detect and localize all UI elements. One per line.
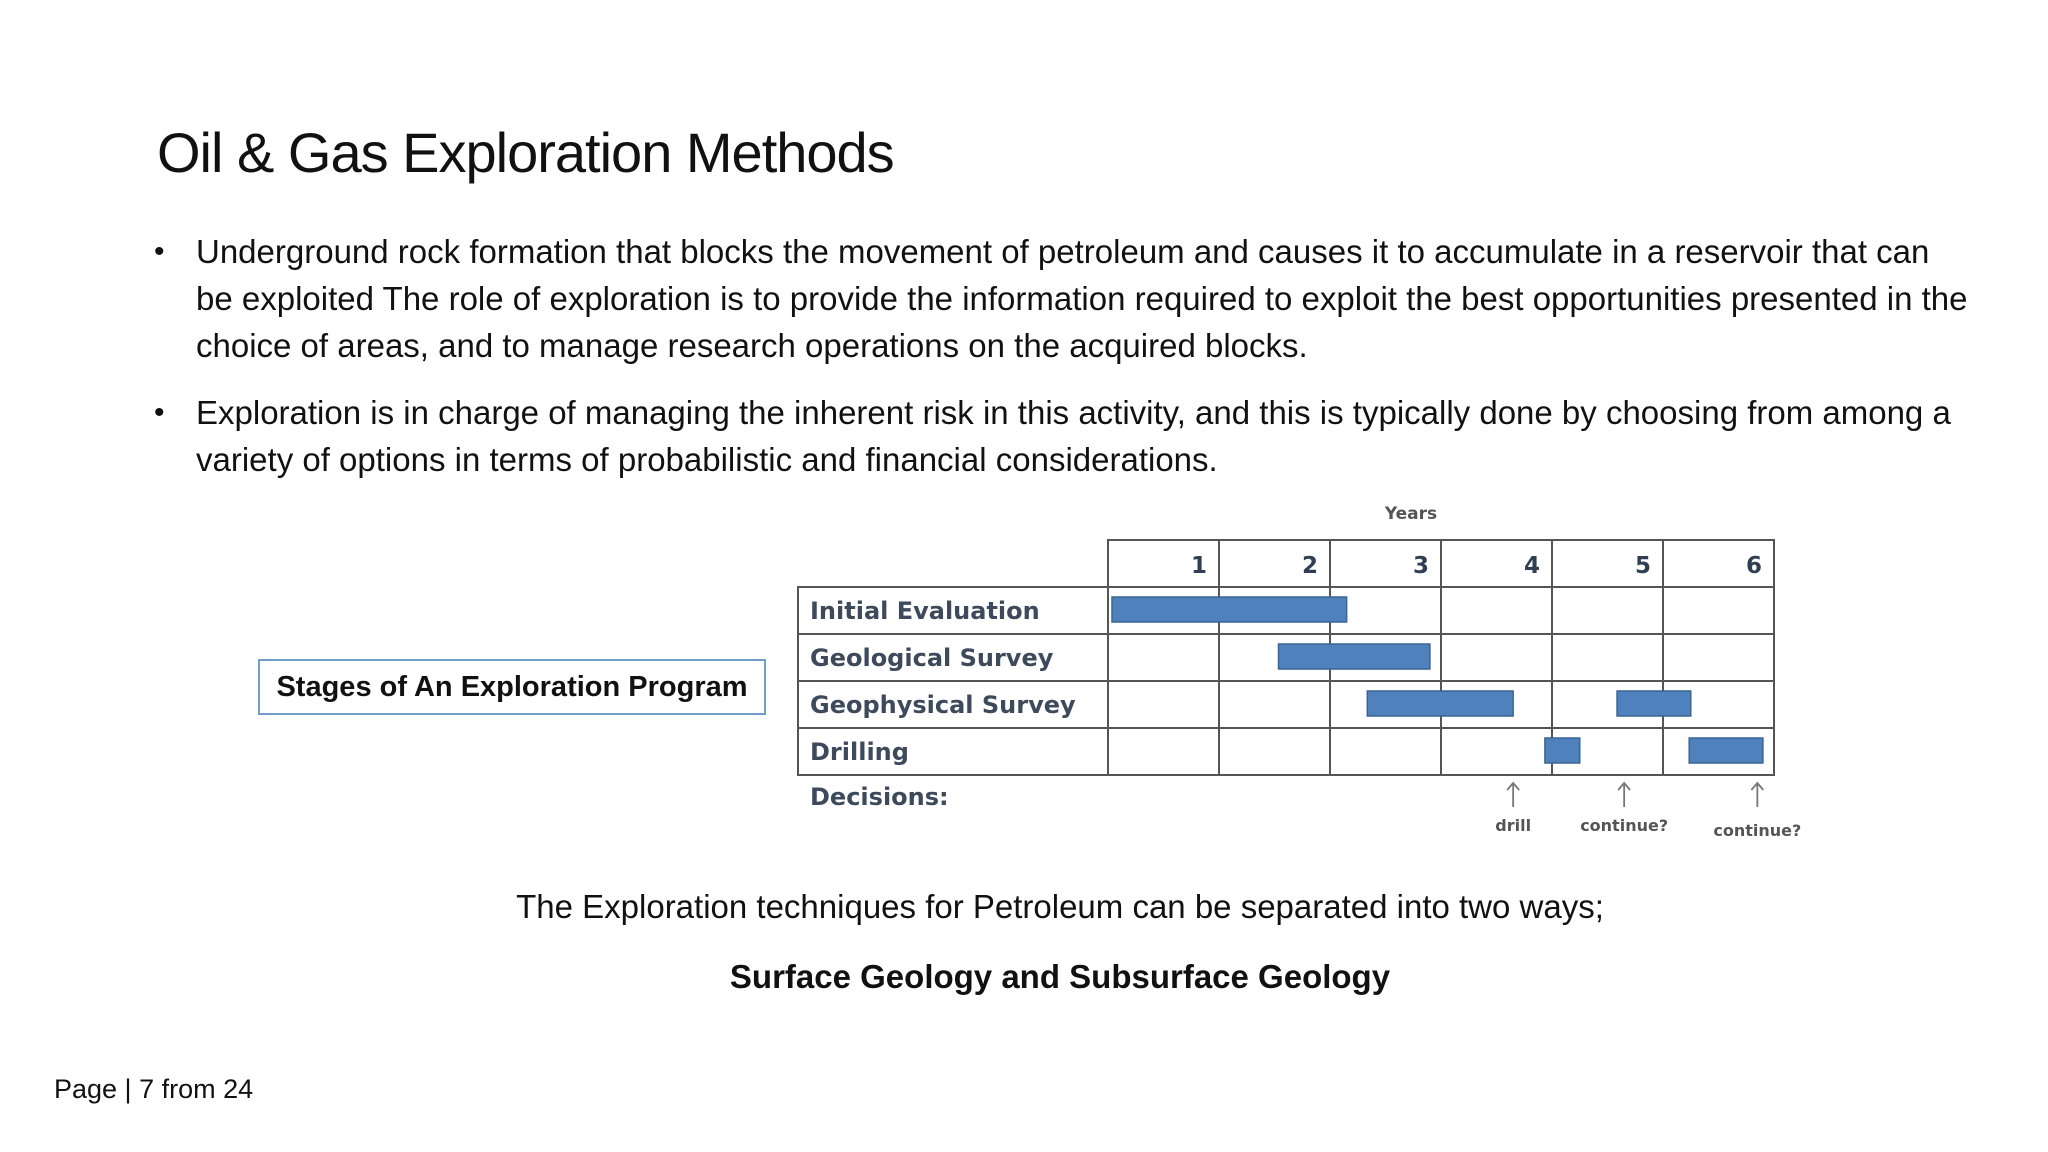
gantt-bar xyxy=(1367,691,1513,716)
year-tick-label: 5 xyxy=(1634,553,1651,579)
gantt-bar xyxy=(1689,738,1763,763)
bullet-item xyxy=(150,389,1970,483)
gantt-row-label: Initial Evaluation xyxy=(810,597,1040,625)
gantt-row-label: Geophysical Survey xyxy=(810,691,1076,719)
bullet-icon: • xyxy=(154,396,165,429)
gantt-bar xyxy=(1112,597,1347,622)
decision-label: continue? xyxy=(1580,816,1669,835)
gantt-row-label: Geological Survey xyxy=(810,644,1054,672)
decisions-label: Decisions: xyxy=(810,783,949,811)
gantt-row-label: Drilling xyxy=(810,738,909,766)
gantt-bar xyxy=(1545,738,1580,763)
years-axis-label: Years xyxy=(1384,504,1438,524)
stages-label-box: Stages of An Exploration Program xyxy=(258,659,766,715)
bullet-item xyxy=(150,228,1970,369)
gantt-bar xyxy=(1279,644,1430,669)
gantt-bar xyxy=(1617,691,1691,716)
page-footer: Page | 7 from 24 xyxy=(54,1074,254,1104)
year-tick-label: 6 xyxy=(1745,553,1762,579)
bullet-icon: • xyxy=(154,235,165,268)
year-tick-label: 1 xyxy=(1190,553,1207,579)
decision-label: drill xyxy=(1495,816,1532,835)
subheading-text: Surface Geology and Subsurface Geology xyxy=(729,958,1391,995)
decision-label: continue? xyxy=(1713,821,1802,840)
slide-title: Oil & Gas Exploration Methods xyxy=(157,121,894,184)
bullet-list xyxy=(150,228,1970,503)
caption-text: The Exploration techniques for Petroleum can be separated into two ways; xyxy=(516,888,1604,925)
bullet-text: Exploration is in charge of managing the inherent risk in this activity, and this is typically done by choosing from among a variety of options in terms of probabilistic and financial considerations. xyxy=(196,394,1951,478)
bullet-text: Underground rock formation that blocks the movement of petroleum and causes it to accumulate in a reservoir that can be exploited The role of exploration is to provide the information required to exploit the best opportunities presented in the choice of areas, and to manage research operations on the acquired blocks. xyxy=(196,233,1968,364)
year-tick-label: 4 xyxy=(1523,553,1540,579)
year-tick-label: 2 xyxy=(1301,553,1318,579)
year-tick-label: 3 xyxy=(1412,553,1429,579)
exploration-gantt-chart xyxy=(790,495,1810,855)
